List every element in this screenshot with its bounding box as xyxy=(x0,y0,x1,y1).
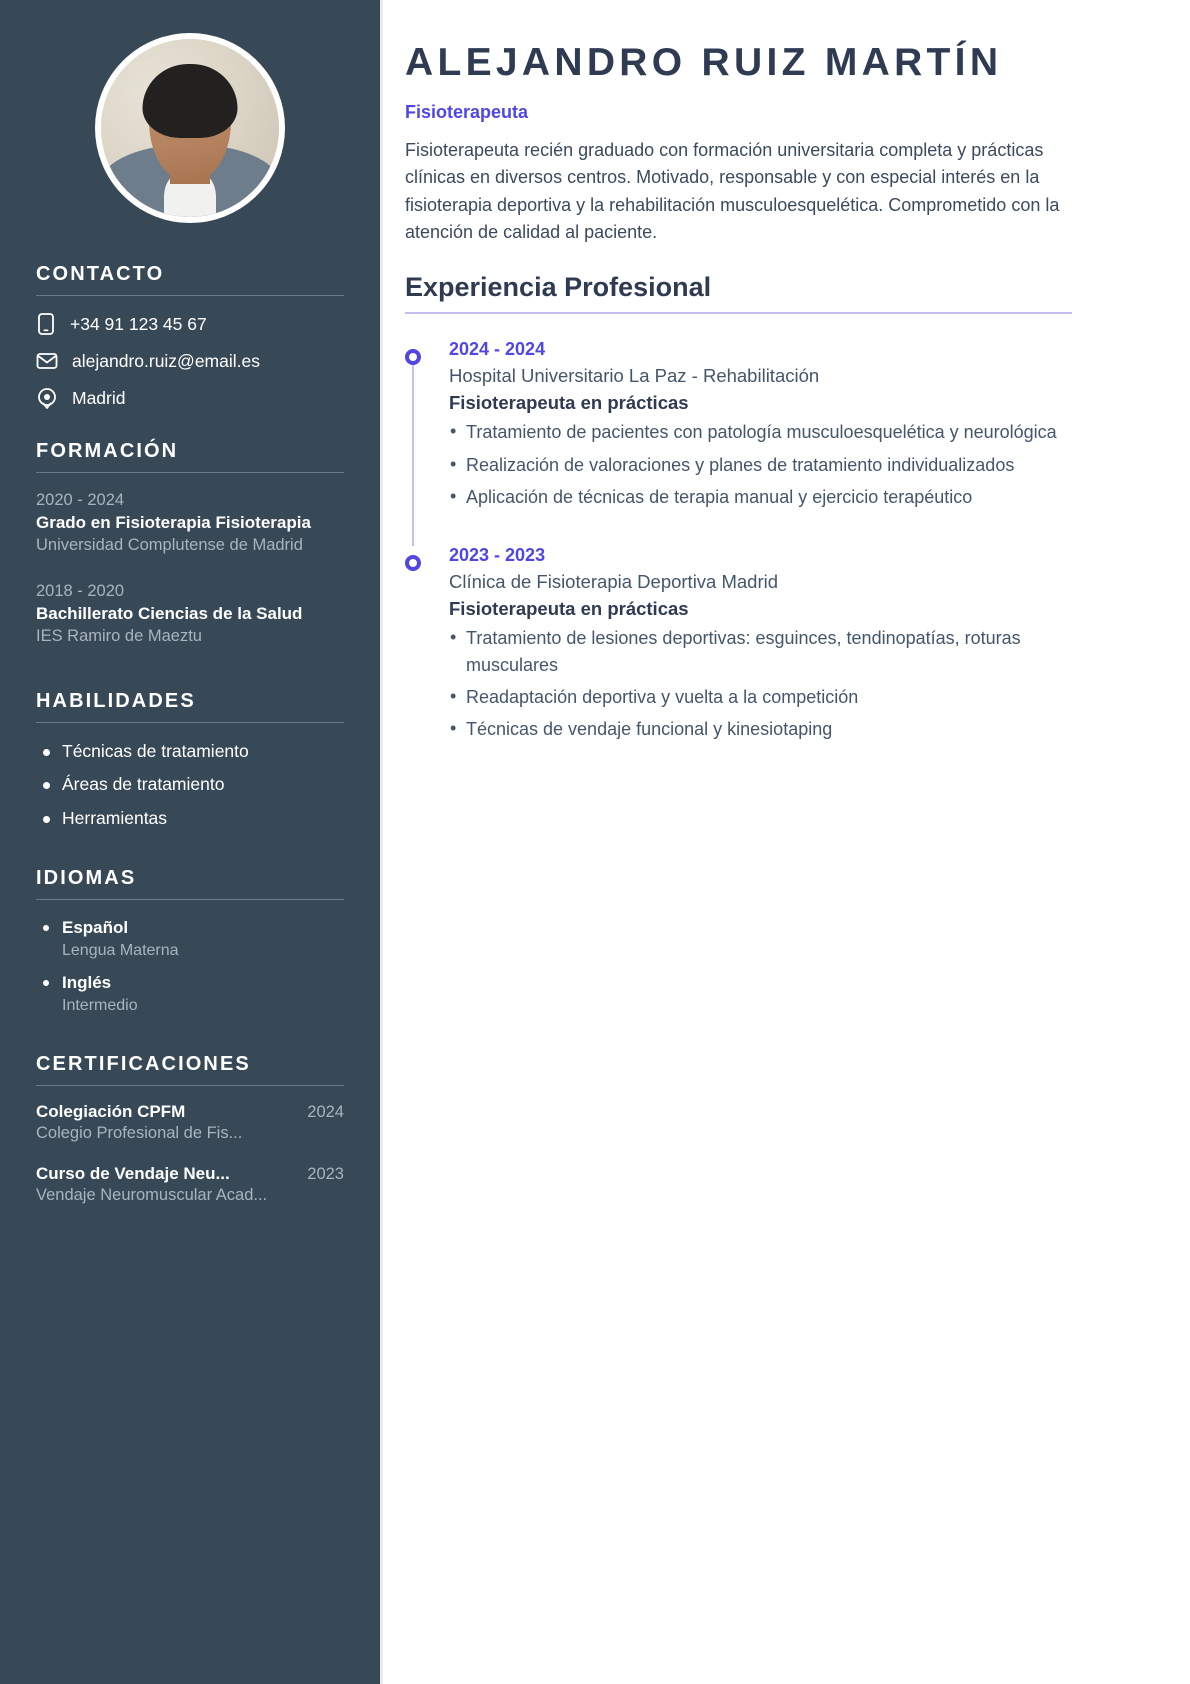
professional-summary: Fisioterapeuta recién graduado con formación universitaria completa y prácticas clínicas en diversos centros. Motivado, responsable y con especial interés en la fisioterapia deportiva y la rehabilitación musculoesquelética. Comprometido con la atención de calidad al paciente. xyxy=(405,140,1060,243)
language-level: Intermedio xyxy=(62,997,138,1015)
profile-photo-container xyxy=(36,0,344,231)
certification-issuer: Vendaje Neuromuscular Acad... xyxy=(36,1185,268,1204)
section-idiomas xyxy=(36,867,344,1017)
certification-name: Colegiación CPFM xyxy=(36,1102,186,1122)
certification-item xyxy=(36,1102,344,1145)
languages-list xyxy=(36,916,344,1017)
experience-title: Fisioterapeuta en prácticas xyxy=(449,598,689,620)
experience-bullets xyxy=(449,419,1072,510)
experience-bullet: • Aplicación de técnicas de terapia manual y ejercicio terapéutico xyxy=(449,484,1072,510)
job-role-subtitle: Fisioterapeuta xyxy=(405,102,529,123)
education-title: Bachillerato Ciencias de la Salud xyxy=(36,603,303,623)
main-content xyxy=(383,0,1190,1684)
divider xyxy=(36,722,344,723)
education-item xyxy=(36,580,344,648)
experience-bullet: • Tratamiento de pacientes con patología musculoesquelética y neurológica xyxy=(449,419,1072,445)
certification-issuer: Colegio Profesional de Fis... xyxy=(36,1124,243,1143)
education-date: 2020 - 2024 xyxy=(36,491,125,509)
experience-date: 2024 - 2024 xyxy=(449,339,546,360)
section-heading-idiomas: IDIOMAS xyxy=(36,867,137,890)
experience-company: Hospital Universitario La Paz - Rehabilitación xyxy=(449,364,820,386)
skill-item: Herramientas xyxy=(36,806,344,831)
experience-item xyxy=(405,542,1072,742)
divider xyxy=(36,1085,344,1086)
section-heading-contacto: CONTACTO xyxy=(36,263,165,285)
section-certificaciones xyxy=(36,1053,344,1206)
divider xyxy=(36,295,344,296)
education-title: Grado en Fisioterapia Fisioterapia xyxy=(36,512,311,532)
experience-bullet: • Técnicas de vendaje funcional y kinesiotaping xyxy=(449,716,1072,742)
skill-item: Técnicas de tratamiento xyxy=(36,739,344,764)
phone-icon xyxy=(36,312,56,336)
contact-location-value: Madrid xyxy=(72,387,126,408)
education-item xyxy=(36,489,344,557)
experience-bullet: • Tratamiento de lesiones deportivas: esguinces, tendinopatías, roturas musculares xyxy=(449,625,1072,678)
certification-item xyxy=(36,1164,344,1207)
certification-year: 2023 xyxy=(307,1164,344,1183)
education-date: 2018 - 2020 xyxy=(36,581,125,600)
certification-header xyxy=(36,1102,344,1122)
experience-bullet: • Realización de valoraciones y planes de tratamiento individualizados xyxy=(449,452,1072,478)
experience-company: Clínica de Fisioterapia Deportiva Madrid xyxy=(449,570,779,592)
certification-header xyxy=(36,1164,344,1184)
contact-phone-value: +34 91 123 45 67 xyxy=(70,313,207,334)
avatar xyxy=(95,33,285,223)
skills-list xyxy=(36,739,344,831)
sidebar xyxy=(0,0,383,1684)
location-icon xyxy=(36,386,58,410)
education-school: IES Ramiro de Maeztu xyxy=(36,627,202,646)
section-heading-habilidades: HABILIDADES xyxy=(36,689,196,712)
section-formacion xyxy=(36,440,344,648)
timeline-dot-icon xyxy=(405,555,421,571)
certification-name: Curso de Vendaje Neu... xyxy=(36,1163,230,1183)
section-heading-certificaciones: CERTIFICACIONES xyxy=(36,1053,251,1076)
divider xyxy=(36,472,344,473)
section-habilidades xyxy=(36,690,344,831)
section-heading-experiencia: Experiencia Profesional xyxy=(405,272,1072,314)
email-icon xyxy=(36,349,58,373)
skill-item: Áreas de tratamiento xyxy=(36,772,344,797)
experience-title: Fisioterapeuta en prácticas xyxy=(449,392,689,414)
contact-location[interactable] xyxy=(36,386,344,410)
experience-item xyxy=(405,336,1072,542)
contact-phone[interactable] xyxy=(36,312,344,336)
section-contacto xyxy=(36,263,344,410)
education-school: Universidad Complutense de Madrid xyxy=(36,536,303,555)
contact-email-value: alejandro.ruiz@email.es xyxy=(72,350,260,371)
experience-date: 2023 - 2023 xyxy=(449,545,546,566)
language-item xyxy=(36,916,344,962)
language-item xyxy=(36,971,344,1017)
page-title: ALEJANDRO RUIZ MARTÍN xyxy=(405,41,1003,84)
language-name: Inglés xyxy=(62,973,112,993)
experience-timeline xyxy=(405,336,1072,742)
contact-email[interactable] xyxy=(36,349,344,373)
language-level: Lengua Materna xyxy=(62,941,179,959)
certification-year: 2024 xyxy=(307,1103,344,1122)
language-name: Español xyxy=(62,918,129,938)
experience-bullet: • Readaptación deportiva y vuelta a la competición xyxy=(449,684,1072,710)
divider xyxy=(36,899,344,900)
timeline-dot-icon xyxy=(405,349,421,365)
experience-bullets xyxy=(449,625,1072,743)
section-heading-formacion: FORMACIÓN xyxy=(36,440,179,462)
